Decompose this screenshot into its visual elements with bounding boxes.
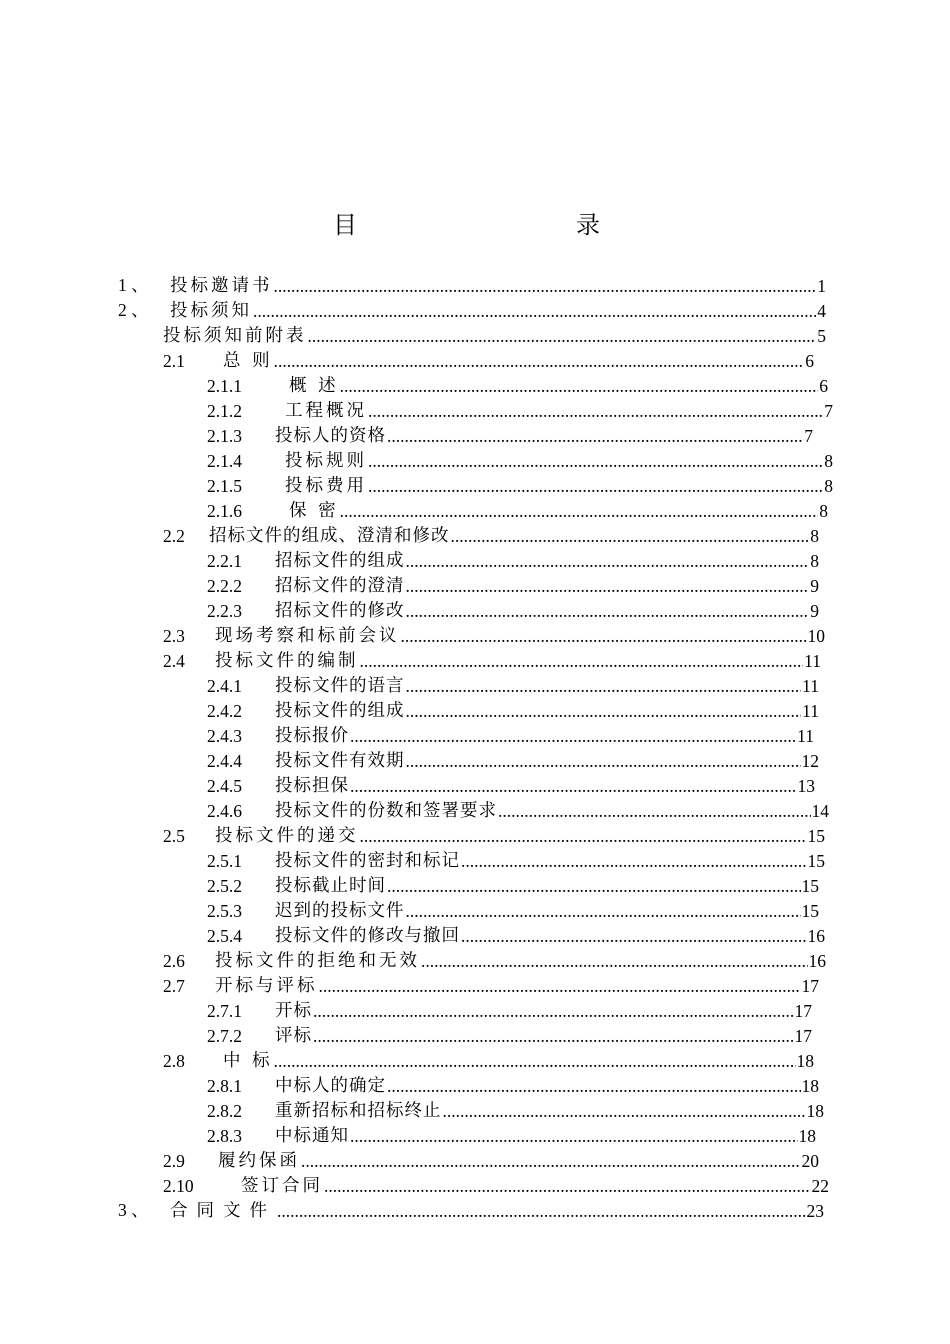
toc-label: 开标与评标: [215, 976, 318, 996]
toc-entry[interactable]: [207, 672, 819, 697]
toc-label: 投标文件的语言: [275, 676, 405, 696]
toc-label: 中标通知: [275, 1126, 349, 1146]
toc-leader: [368, 401, 823, 422]
toc-leader: [368, 451, 823, 472]
toc-label: 投标文件的编制: [215, 651, 359, 671]
toc-entry[interactable]: [207, 1022, 812, 1047]
toc-leader: [406, 676, 802, 697]
toc-label: 招标文件的组成、澄清和修改: [209, 526, 450, 546]
title-char-2: 录: [576, 211, 600, 239]
toc-number: 2.9: [163, 1151, 185, 1171]
toc-leader: [274, 1051, 796, 1072]
toc-entry[interactable]: [207, 447, 833, 472]
toc-leader: [498, 801, 811, 822]
toc-leader: [340, 376, 819, 397]
toc-number: 2.1.4: [207, 451, 242, 471]
toc-entry[interactable]: [207, 397, 833, 422]
toc-page: 8: [824, 451, 833, 471]
toc-number: 2.2.1: [207, 551, 242, 571]
toc-label: 保 密: [289, 501, 339, 521]
toc-page: 18: [798, 1126, 816, 1146]
toc-page: 22: [811, 1176, 829, 1196]
toc-label: 现场考察和标前会议: [215, 626, 400, 646]
toc-page: 9: [810, 576, 819, 596]
toc-leader: [406, 901, 801, 922]
toc-entry[interactable]: [207, 1122, 816, 1147]
toc-page: 18: [801, 1076, 819, 1096]
toc-leader: [324, 1176, 811, 1197]
toc-entry[interactable]: [163, 1172, 829, 1197]
toc-label: 迟到的投标文件: [275, 901, 405, 921]
toc-number: 2 、: [118, 300, 149, 320]
toc-number: 2.4.4: [207, 751, 242, 771]
toc-leader: [387, 876, 801, 897]
toc-entry[interactable]: [207, 797, 829, 822]
toc-entry[interactable]: [207, 697, 819, 722]
toc-label: 投标截止时间: [275, 876, 386, 896]
toc-number: 2.1.6: [207, 501, 242, 521]
toc-label: 投标须知: [170, 301, 252, 321]
toc-entry[interactable]: [163, 822, 825, 847]
toc-leader: [319, 976, 801, 997]
toc-leader: [406, 701, 802, 722]
page-title: [0, 205, 950, 245]
toc-page: 12: [801, 751, 819, 771]
toc-number: 2.5.2: [207, 876, 242, 896]
toc-leader: [451, 526, 810, 547]
toc-entry[interactable]: [207, 872, 819, 897]
toc-page: 5: [817, 326, 826, 346]
toc-number: 2.4.5: [207, 776, 242, 796]
toc-leader: [406, 751, 801, 772]
toc-label: 投标人的资格: [275, 426, 386, 446]
toc-leader: [461, 851, 807, 872]
toc-label: 开标: [275, 1001, 312, 1021]
toc-leader: [308, 326, 817, 347]
toc-entry[interactable]: [118, 297, 826, 322]
toc-page: 11: [804, 651, 821, 671]
toc-number: 2.8.2: [207, 1101, 242, 1121]
toc-number: 2.1: [163, 351, 185, 371]
toc-entry[interactable]: [207, 997, 812, 1022]
toc-label: 签订合同: [241, 1176, 323, 1196]
toc-leader: [360, 651, 804, 672]
toc-entry[interactable]: [207, 572, 819, 597]
toc-label: 投标文件的份数和签署要求: [275, 801, 497, 821]
toc-leader: [360, 826, 807, 847]
toc-page: 16: [807, 926, 825, 946]
toc-number: 2.1.1: [207, 376, 242, 396]
toc-number: 2.1.5: [207, 476, 242, 496]
toc-label: 重新招标和招标终止: [275, 1101, 442, 1121]
toc-number: 1 、: [118, 275, 149, 295]
toc-entry[interactable]: [207, 847, 825, 872]
toc-number: 2.3: [163, 626, 185, 646]
toc-number: 2.10: [163, 1176, 194, 1196]
toc-page: 13: [797, 776, 815, 796]
toc-leader: [368, 476, 823, 497]
toc-label: 概 述: [289, 376, 339, 396]
toc-page: 16: [808, 951, 826, 971]
toc-number: 2.5: [163, 826, 185, 846]
toc-leader: [406, 576, 810, 597]
toc-number: 2.7: [163, 976, 185, 996]
toc-label: 投标文件有效期: [275, 751, 405, 771]
toc-number: 2.1.3: [207, 426, 242, 446]
toc-entry[interactable]: [163, 947, 826, 972]
toc-leader: [340, 501, 819, 522]
toc-leader: [274, 351, 805, 372]
toc-page: 15: [801, 876, 819, 896]
toc-label: 投标须知前附表: [163, 326, 307, 346]
toc-leader: [313, 1001, 794, 1022]
toc-entry[interactable]: [163, 1147, 819, 1172]
toc-label: 招标文件的澄清: [275, 576, 405, 596]
toc-label: 中标人的确定: [275, 1076, 386, 1096]
toc-label: 投标文件的拒绝和无效: [215, 951, 420, 971]
toc-page: 15: [807, 826, 825, 846]
toc-label: 投标费用: [285, 476, 367, 496]
toc-entry[interactable]: [118, 272, 826, 297]
toc-entry[interactable]: [207, 472, 833, 497]
toc-entry[interactable]: [207, 922, 825, 947]
toc-label: 投标文件的递交: [215, 826, 359, 846]
toc-entry[interactable]: [163, 322, 826, 347]
toc-leader: [421, 951, 808, 972]
toc-number: 2.8.3: [207, 1126, 242, 1146]
toc-page: 17: [794, 1026, 812, 1046]
toc-label: 投标文件的修改与撤回: [275, 926, 460, 946]
toc-number: 2.5.4: [207, 926, 242, 946]
toc-leader: [387, 426, 803, 447]
toc-number: 2.4.6: [207, 801, 242, 821]
toc-entry[interactable]: [207, 897, 819, 922]
toc-leader: [274, 276, 817, 297]
toc-entry[interactable]: [163, 622, 825, 647]
toc-page: 7: [804, 426, 813, 446]
toc-number: 2.4: [163, 651, 185, 671]
toc-label: 招标文件的修改: [275, 601, 405, 621]
toc-number: 2.4.1: [207, 676, 242, 696]
toc-page: 15: [807, 851, 825, 871]
toc-entry[interactable]: [163, 647, 821, 672]
toc-entry[interactable]: [207, 547, 819, 572]
toc-page: 20: [801, 1151, 819, 1171]
toc-leader: [313, 1026, 794, 1047]
toc-page: 17: [801, 976, 819, 996]
toc-leader: [401, 626, 807, 647]
toc-leader: [301, 1151, 801, 1172]
toc-page: 8: [810, 551, 819, 571]
toc-number: 2.7.2: [207, 1026, 242, 1046]
toc-leader: [387, 1076, 801, 1097]
toc-label: 投标邀请书: [170, 276, 273, 296]
toc-page: 23: [806, 1201, 824, 1221]
toc-page: 6: [805, 351, 814, 371]
toc-label: 投标文件的密封和标记: [275, 851, 460, 871]
toc-label: 投标报价: [275, 726, 349, 746]
toc-page: 14: [811, 801, 829, 821]
toc-label: 招标文件的组成: [275, 551, 405, 571]
toc-leader: [406, 601, 810, 622]
toc-page: 18: [806, 1101, 824, 1121]
toc-number: 2.2: [163, 526, 185, 546]
toc-label: 投标文件的组成: [275, 701, 405, 721]
toc-label: 评标: [275, 1026, 312, 1046]
toc-leader: [350, 726, 796, 747]
toc-entry[interactable]: [207, 497, 828, 522]
toc-leader: [443, 1101, 806, 1122]
toc-page: 18: [796, 1051, 814, 1071]
toc-number: 2.2.3: [207, 601, 242, 621]
toc-page: 15: [801, 901, 819, 921]
toc-page: 7: [824, 401, 833, 421]
toc-page: 6: [819, 376, 828, 396]
toc-number: 2.6: [163, 951, 185, 971]
toc-label: 投标担保: [275, 776, 349, 796]
toc-label: 投标规则: [285, 451, 367, 471]
toc-page: 8: [824, 476, 833, 496]
toc-entry[interactable]: [163, 972, 819, 997]
toc-entry[interactable]: [207, 372, 828, 397]
toc-page: 4: [817, 301, 826, 321]
toc-page: 8: [819, 501, 828, 521]
toc-number: 3 、: [118, 1200, 149, 1220]
toc-number: 2.1.2: [207, 401, 242, 421]
toc-entry[interactable]: [118, 1197, 824, 1222]
toc-label: 中 标: [223, 1051, 273, 1071]
toc-entry[interactable]: [207, 422, 813, 447]
toc-entry[interactable]: [207, 1072, 819, 1097]
toc-page: 11: [802, 676, 819, 696]
toc-label: 履约保函: [218, 1151, 300, 1171]
toc-entry[interactable]: [163, 347, 814, 372]
toc-page: 11: [797, 726, 814, 746]
toc-page: 11: [802, 701, 819, 721]
toc-number: 2.2.2: [207, 576, 242, 596]
toc-label: 合同文件: [170, 1201, 276, 1221]
toc-entry[interactable]: [163, 522, 819, 547]
toc-page: 8: [810, 526, 819, 546]
toc-leader: [350, 776, 797, 797]
toc-number: 2.4.3: [207, 726, 242, 746]
toc-number: 2.4.2: [207, 701, 242, 721]
toc-number: 2.5.1: [207, 851, 242, 871]
toc-number: 2.5.3: [207, 901, 242, 921]
toc-label: 工程概况: [285, 401, 367, 421]
toc-entry[interactable]: [207, 747, 819, 772]
toc-number: 2.8: [163, 1051, 185, 1071]
toc-page: 10: [807, 626, 825, 646]
toc-entry[interactable]: [207, 597, 819, 622]
toc-page: 9: [810, 601, 819, 621]
toc-entry[interactable]: [207, 1097, 824, 1122]
toc-leader: [253, 301, 816, 322]
toc-leader: [461, 926, 807, 947]
toc-entry[interactable]: [207, 722, 814, 747]
toc-leader: [350, 1126, 798, 1147]
toc-page: 1: [817, 276, 826, 296]
toc-number: 2.8.1: [207, 1076, 242, 1096]
toc-number: 2.7.1: [207, 1001, 242, 1021]
title-char-1: 目: [333, 211, 357, 239]
toc-label: 总 则: [223, 351, 273, 371]
toc-leader: [406, 551, 810, 572]
toc-page: 17: [794, 1001, 812, 1021]
toc-leader: [277, 1201, 806, 1222]
toc-entry[interactable]: [207, 772, 815, 797]
toc-entry[interactable]: [163, 1047, 814, 1072]
